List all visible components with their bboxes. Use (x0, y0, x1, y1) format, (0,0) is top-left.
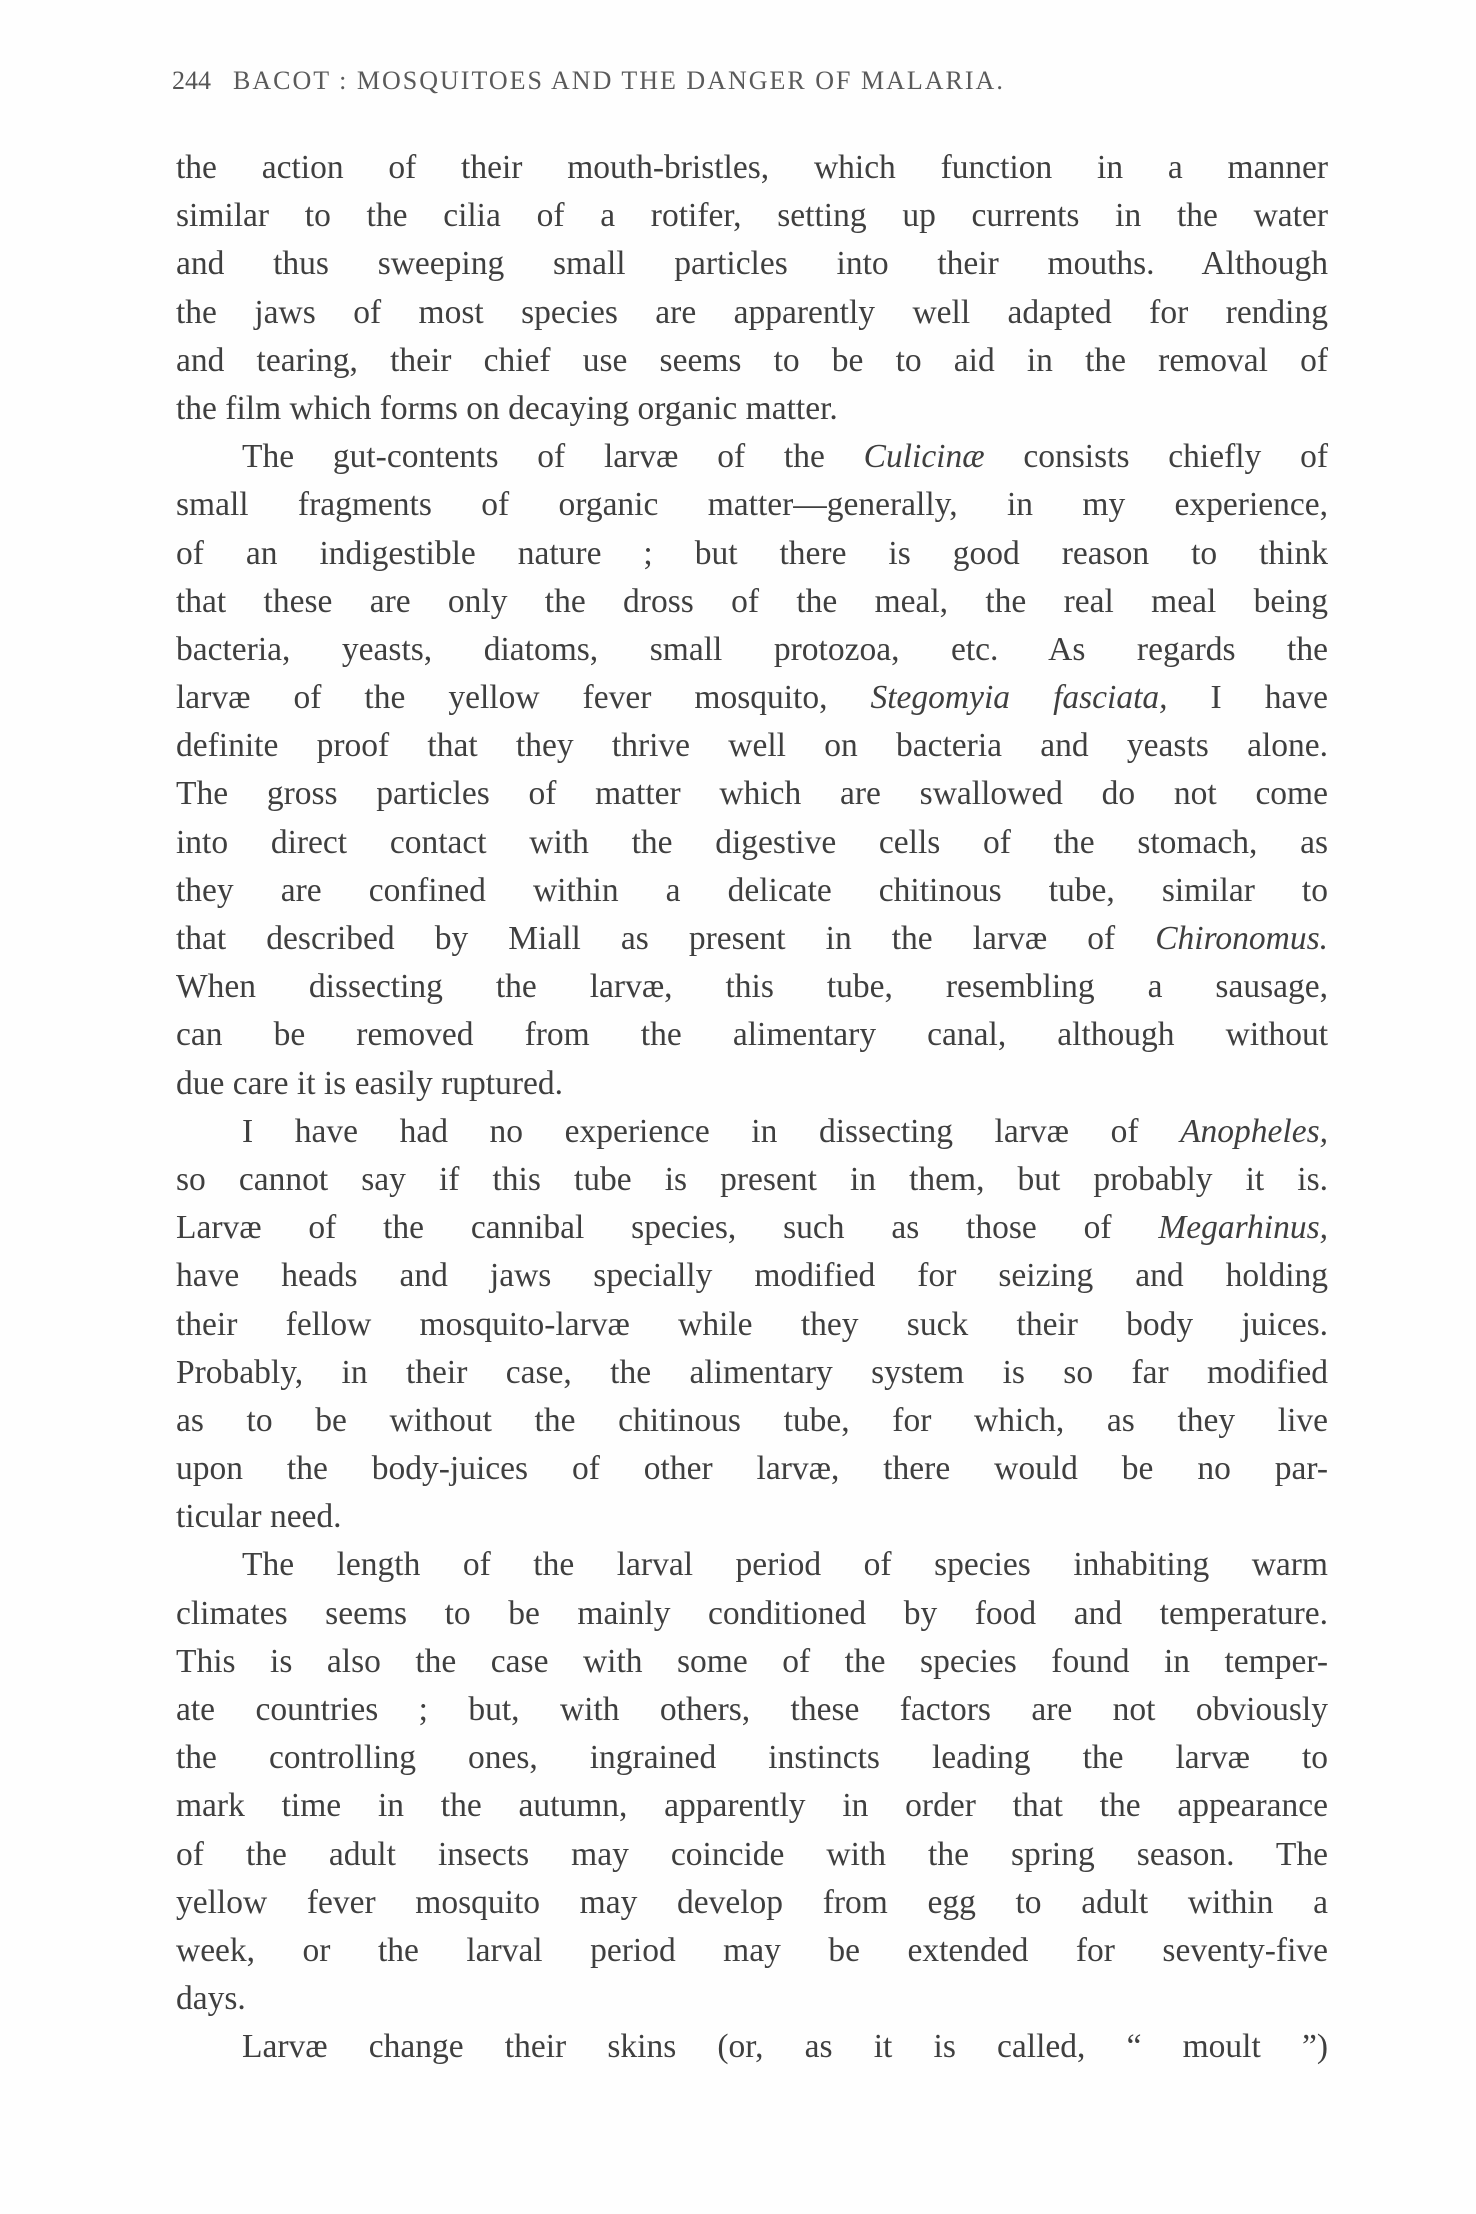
text-segment: I have had no experience in dissecting larvæ of (242, 1112, 1181, 1150)
italic-term: Chironomus. (1155, 920, 1328, 957)
text-line (176, 1782, 1328, 1830)
body-text (176, 144, 1328, 2072)
text-segment: their fellow mosquito-larvæ while they suck their body juices. (176, 1305, 1328, 1343)
text-line (176, 2023, 1328, 2071)
italic-term: Anopheles, (1180, 1112, 1328, 1150)
text-line (176, 1060, 1328, 1108)
text-segment: and tearing, their chief use seems to be to aid in the removal of (176, 341, 1328, 379)
text-line (176, 144, 1328, 192)
text-segment: ate countries ; but, with others, these factors are not obviously (176, 1691, 1328, 1728)
text-segment: the film which forms on decaying organic matter. (176, 389, 838, 427)
text-line (176, 722, 1328, 770)
text-segment: definite proof that they thrive well on bacteria and yeasts alone. (176, 727, 1328, 765)
text-line (176, 1879, 1328, 1927)
text-line (176, 1204, 1328, 1252)
text-segment: the action of their mouth-bristles, which function in a manner (176, 149, 1328, 186)
text-line (176, 1493, 1328, 1541)
text-segment: have heads and jaws specially modified for seizing and holding (176, 1257, 1328, 1295)
text-line (176, 192, 1328, 240)
text-segment: The gut-contents of larvæ of the (242, 438, 864, 476)
text-segment: I have (1167, 679, 1328, 717)
text-segment: bacteria, yeasts, diatoms, small protozoa, etc. As regards the (176, 630, 1328, 668)
text-line (176, 1975, 1328, 2023)
text-line (176, 915, 1328, 963)
text-line (176, 578, 1328, 626)
text-segment: yellow fever mosquito may develop from egg to adult within a (176, 1883, 1328, 1921)
text-line (176, 1301, 1328, 1349)
text-line (176, 867, 1328, 915)
text-segment: When dissecting the larvæ, this tube, resembling a sausage, (176, 968, 1328, 1006)
text-segment: similar to the cilia of a rotifer, setting up currents in the water (176, 197, 1328, 235)
text-segment: into direct contact with the digestive cells of the stomach, as (176, 823, 1328, 861)
running-title: BACOT : MOSQUITOES AND THE DANGER OF MALARIA. (233, 66, 1005, 95)
text-line (176, 385, 1328, 433)
text-segment: can be removed from the alimentary canal, although without (176, 1016, 1328, 1054)
text-segment: they are confined within a delicate chitinous tube, similar to (176, 871, 1328, 909)
text-line (176, 530, 1328, 578)
text-segment: upon the body-juices of other larvæ, there would be no par- (176, 1450, 1328, 1488)
text-line (176, 1590, 1328, 1638)
text-line (176, 337, 1328, 385)
text-segment: the controlling ones, ingrained instincts leading the larvæ to (176, 1739, 1328, 1777)
text-segment: consists chiefly of (984, 438, 1328, 476)
text-line (176, 1011, 1328, 1059)
text-line (176, 1349, 1328, 1397)
text-line (176, 1831, 1328, 1879)
text-segment: The length of the larval period of species inhabiting warm (242, 1546, 1328, 1584)
text-segment: ticular need. (176, 1498, 342, 1536)
italic-term: Megarhinus, (1158, 1209, 1328, 1247)
text-line (176, 1108, 1328, 1156)
text-segment: that these are only the dross of the meal, the real meal being (176, 582, 1328, 620)
text-segment: of the adult insects may coincide with the spring season. The (176, 1835, 1328, 1873)
italic-term: Culicinæ (863, 438, 985, 476)
text-segment: This is also the case with some of the species found in temper- (176, 1642, 1328, 1680)
text-line (176, 674, 1328, 722)
text-line (176, 963, 1328, 1011)
text-segment: days. (176, 1980, 246, 2018)
page-number: 244 (172, 66, 211, 95)
text-line (176, 1445, 1328, 1493)
text-segment: and thus sweeping small particles into their mouths. Although (176, 245, 1328, 283)
text-segment: Probably, in their case, the alimentary system is so far modified (176, 1353, 1328, 1391)
text-segment: The gross particles of matter which are swallowed do not come (176, 775, 1328, 813)
text-line (176, 819, 1328, 867)
italic-term: Stegomyia fasciata, (870, 679, 1168, 717)
text-line (176, 289, 1328, 337)
text-line (176, 626, 1328, 674)
text-segment: mark time in the autumn, apparently in order that the appearance (176, 1787, 1328, 1825)
text-line (176, 1252, 1328, 1300)
text-line (176, 481, 1328, 529)
text-line (176, 1156, 1328, 1204)
text-line (176, 770, 1328, 818)
text-segment: as to be without the chitinous tube, for which, as they live (176, 1401, 1328, 1439)
text-line (176, 1397, 1328, 1445)
text-segment: small fragments of organic matter—generally, in my experience, (176, 486, 1328, 524)
text-segment: that described by Miall as present in the larvæ of (176, 920, 1156, 957)
text-line (176, 1638, 1328, 1686)
text-line (176, 433, 1328, 481)
text-line (176, 1541, 1328, 1589)
text-segment: of an indigestible nature ; but there is good reason to think (176, 534, 1328, 572)
text-segment: week, or the larval period may be extended for seventy-five (176, 1931, 1328, 1969)
text-segment: climates seems to be mainly conditioned by food and temperature. (176, 1594, 1328, 1632)
text-line (176, 1734, 1328, 1782)
text-segment: Larvæ change their skins (or, as it is called, “ moult ”) (242, 2028, 1328, 2066)
running-head (172, 66, 1005, 96)
text-segment: larvæ of the yellow fever mosquito, (176, 679, 871, 717)
text-segment: the jaws of most species are apparently well adapted for rending (176, 293, 1328, 331)
text-line (176, 240, 1328, 288)
text-line (176, 1927, 1328, 1975)
text-segment: Larvæ of the cannibal species, such as those of (176, 1209, 1159, 1247)
text-line (176, 1686, 1328, 1734)
text-segment: so cannot say if this tube is present in them, but probably it is. (176, 1160, 1328, 1198)
text-segment: due care it is easily ruptured. (176, 1064, 563, 1102)
